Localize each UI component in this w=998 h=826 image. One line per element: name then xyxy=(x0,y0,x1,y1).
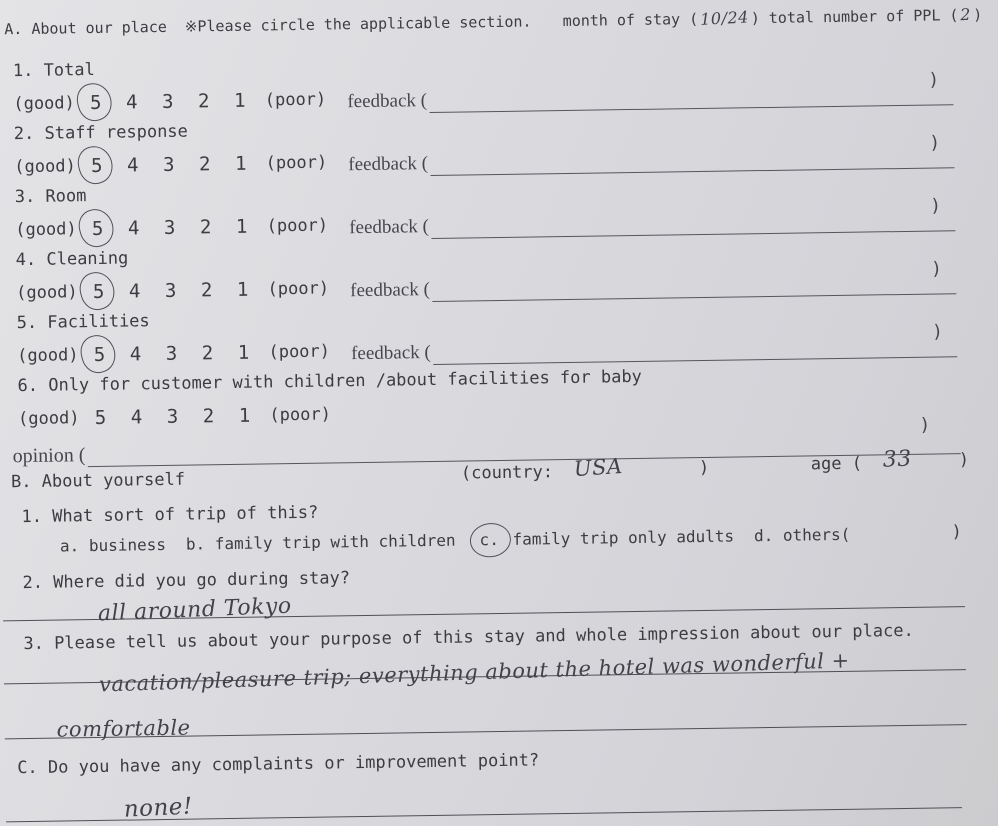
age-label: age ( xyxy=(810,453,863,475)
ppl-close-paren: ) xyxy=(973,5,983,24)
option-business: a. business xyxy=(59,534,167,556)
section-b-title: B. About yourself xyxy=(10,469,186,493)
rating-3: 3 xyxy=(164,279,177,302)
rating-1: 1 xyxy=(234,152,247,175)
good-label: (good) xyxy=(16,282,78,304)
answer-where-value: all around Tokyo xyxy=(97,593,293,627)
spacer xyxy=(870,532,951,533)
rating-2: 2 xyxy=(201,342,214,365)
rating-5: 5 xyxy=(84,340,114,370)
poor-label: (poor) xyxy=(269,404,332,426)
rating-4: 4 xyxy=(128,280,141,303)
feedback-label: feedback ( xyxy=(350,279,430,302)
rating-scale xyxy=(16,273,350,308)
feedback-label: feedback ( xyxy=(349,216,430,239)
age-close-paren: ) xyxy=(958,450,970,471)
good-label: (good) xyxy=(13,93,75,115)
item-label: 5. Facilities xyxy=(16,311,150,334)
country-close-paren: ) xyxy=(698,457,710,479)
poor-label: (poor) xyxy=(266,215,329,237)
question-trip-type: 1. What sort of trip of this? xyxy=(21,502,319,528)
item-label: 1. Total xyxy=(12,59,95,82)
feedback-close-paren: ) xyxy=(931,321,944,343)
rating-5: 5 xyxy=(82,151,112,181)
rating-3: 3 xyxy=(165,342,178,365)
rating-2: 2 xyxy=(197,90,210,113)
feedback-label: feedback ( xyxy=(347,90,428,113)
feedback-close-paren: ) xyxy=(930,195,942,217)
rating-5: 5 xyxy=(81,88,111,118)
option-c-text: family trip only adults xyxy=(512,526,735,549)
rating-1: 1 xyxy=(238,404,251,427)
feedback-close-paren: ) xyxy=(928,69,940,91)
rating-scale xyxy=(18,399,352,434)
feedback-form xyxy=(4,0,994,822)
section-a-title: A. About our place xyxy=(4,17,167,39)
rating-scale xyxy=(14,147,348,182)
good-label: (good) xyxy=(14,156,76,178)
circled-option-c: c. xyxy=(475,529,503,548)
circle-instruction: ※Please circle the applicable section. xyxy=(184,12,532,36)
rating-1: 1 xyxy=(237,341,250,364)
rating-scale xyxy=(17,336,351,371)
ppl-value: 2 xyxy=(959,4,972,25)
rating-2: 2 xyxy=(198,153,211,176)
feedback-close-paren: ) xyxy=(929,132,941,154)
section-c-title: C. Do you have any complaints or improvement point? xyxy=(17,750,540,779)
rating-scale xyxy=(15,210,349,245)
age-value: 33 xyxy=(882,446,913,473)
opinion-label: opinion ( xyxy=(12,444,86,468)
question-where-did-you-go: 2. Where did you go during stay? xyxy=(22,568,351,594)
rating-3: 3 xyxy=(163,216,176,239)
item-label: 4. Cleaning xyxy=(15,248,129,271)
rating-4: 4 xyxy=(129,343,142,366)
answer-purpose-line2: comfortable xyxy=(56,715,191,742)
item-label: 2. Staff response xyxy=(13,121,188,145)
rating-2: 2 xyxy=(199,216,212,239)
month-of-stay-value: 10/24 xyxy=(699,7,750,29)
option-family-with-children: b. family trip with children xyxy=(185,530,456,554)
feedback-label: feedback ( xyxy=(348,153,429,176)
rating-1: 1 xyxy=(235,215,248,238)
answer-line-purpose-2 xyxy=(4,698,966,742)
question-purpose-impression: 3. Please tell us about your purpose of this stay and whole impression about our place. xyxy=(23,620,914,655)
good-label: (good) xyxy=(15,219,77,241)
poor-label: (poor) xyxy=(267,278,330,300)
option-others: d. others( xyxy=(753,524,851,545)
rating-5: 5 xyxy=(83,277,113,307)
good-label: (good) xyxy=(17,408,80,430)
answer-purpose-line1: vacation/pleasure trip; everything about the hotel was wonderful + xyxy=(98,648,851,697)
rating-1: 1 xyxy=(236,278,249,301)
ppl-label: ) total number of PPL ( xyxy=(750,6,959,28)
rating-4: 4 xyxy=(126,154,139,177)
rating-scale xyxy=(13,84,347,119)
rating-4: 4 xyxy=(125,91,138,114)
country-value: USA xyxy=(573,453,624,482)
item-label: 3. Room xyxy=(14,186,87,208)
rating-3: 3 xyxy=(162,153,175,176)
rating-4: 4 xyxy=(130,406,143,429)
country-label: (country: xyxy=(460,462,554,484)
answer-complaints-value: none! xyxy=(123,793,194,823)
poor-label: (poor) xyxy=(265,152,328,174)
rating-3: 3 xyxy=(166,405,179,428)
poor-label: (poor) xyxy=(268,341,331,363)
rating-5: 5 xyxy=(82,214,112,244)
rating-5: 5 xyxy=(94,406,107,429)
rating-item-children-facilities xyxy=(9,359,988,435)
others-close-paren: ) xyxy=(951,522,963,543)
stay-info xyxy=(563,5,983,30)
rating-2: 2 xyxy=(202,405,215,428)
item-label: 6. Only for customer with children /about facilities for baby xyxy=(17,366,642,397)
rating-3: 3 xyxy=(161,90,174,113)
rating-2: 2 xyxy=(200,279,213,302)
feedback-label: feedback ( xyxy=(350,342,431,365)
month-of-stay-label: month of stay ( xyxy=(562,10,699,31)
rating-4: 4 xyxy=(127,217,140,240)
poor-label: (poor) xyxy=(264,89,327,111)
good-label: (good) xyxy=(16,345,79,367)
option-family-only-adults xyxy=(475,526,734,549)
feedback-close-paren: ) xyxy=(930,258,943,280)
rating-1: 1 xyxy=(233,89,246,112)
opinion-close-paren: ) xyxy=(919,414,931,436)
